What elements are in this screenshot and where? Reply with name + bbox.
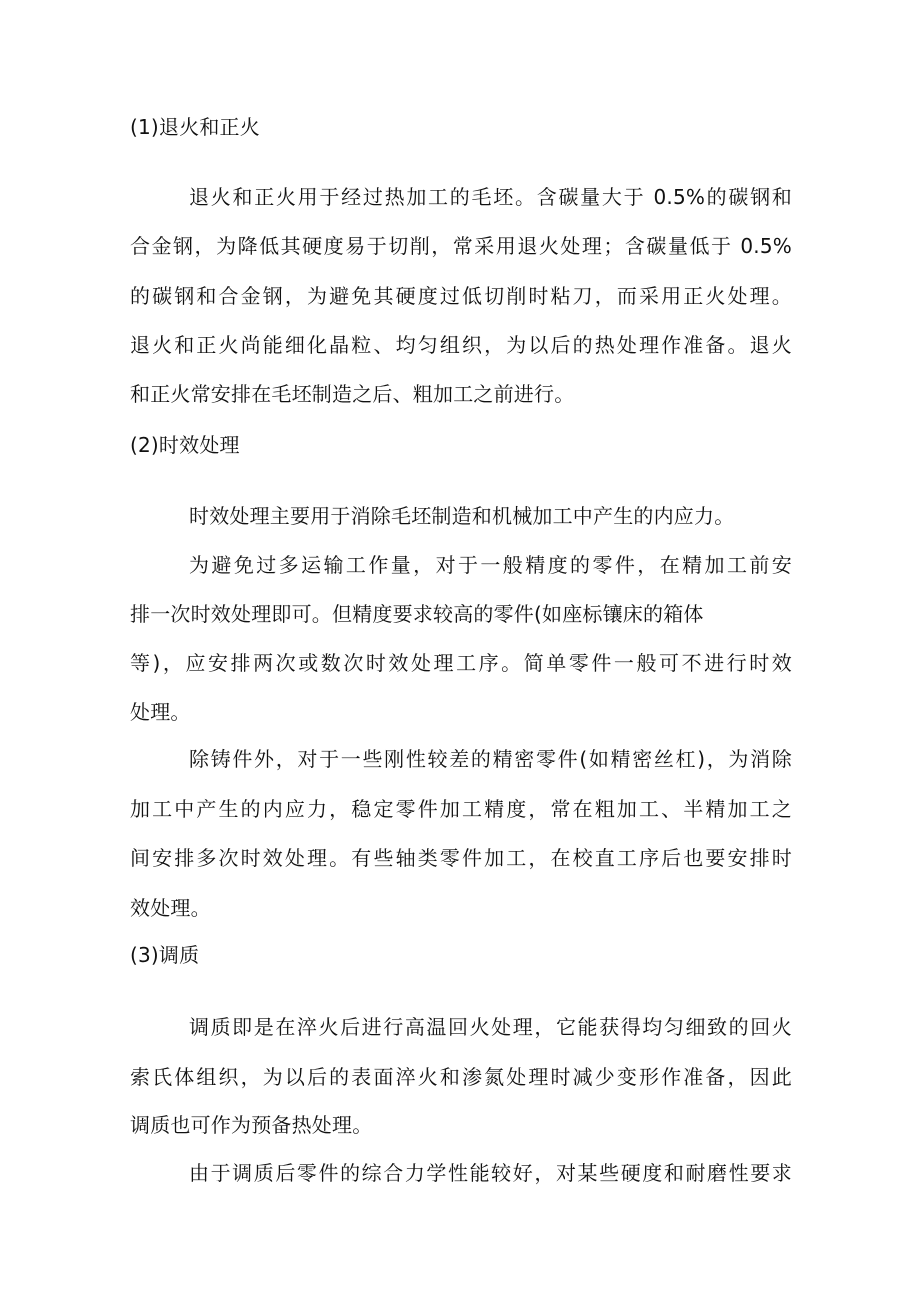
paragraph-line: 间安排多次时效处理。有些轴类零件加工，在校直工序后也要安排时 (130, 846, 792, 870)
paragraph-line: 排一次时效处理即可。但精度要求较高的零件(如座标镶床的箱体 (130, 602, 704, 626)
paragraph-line: 合金钢，为降低其硬度易于切削，常采用退火处理；含碳量低于 0.5% (130, 234, 792, 258)
paragraph-line: 调质也可作为预备热处理。 (130, 1113, 373, 1137)
paragraph-line: 退火和正火用于经过热加工的毛坯。含碳量大于 0.5%的碳钢和 (189, 185, 792, 209)
section-heading-aging: (2)时效处理 (130, 433, 240, 457)
paragraph-line: 调质即是在淬火后进行高温回火处理，它能获得均匀细致的回火 (189, 1015, 792, 1039)
paragraph-line: 索氏体组织，为以后的表面淬火和渗氮处理时减少变形作准备，因此 (130, 1065, 792, 1089)
paragraph-line: 效处理。 (130, 896, 211, 920)
paragraph-line: 处理。 (130, 700, 191, 724)
paragraph-line: 加工中产生的内应力，稳定零件加工精度，常在粗加工、半精加工之 (130, 797, 792, 821)
paragraph-line: 等)，应安排两次或数次时效处理工序。简单零件一般可不进行时效 (130, 651, 792, 675)
paragraph-line: 时效处理主要用于消除毛坯制造和机械加工中产生的内应力。 (189, 504, 735, 528)
paragraph-line: 除铸件外，对于一些刚性较差的精密零件(如精密丝杠)，为消除 (189, 747, 792, 771)
paragraph-line: 的碳钢和合金钢，为避免其硬度过低切削时粘刀，而采用正火处理。 (130, 284, 792, 308)
paragraph-line: 和正火常安排在毛坯制造之后、粗加工之前进行。 (130, 382, 575, 406)
section-heading-annealing: (1)退火和正火 (130, 115, 260, 139)
paragraph-line: 退火和正火尚能细化晶粒、均匀组织，为以后的热处理作准备。退火 (130, 333, 792, 357)
paragraph-line: 为避免过多运输工作量，对于一般精度的零件，在精加工前安 (189, 553, 792, 577)
paragraph-line: 由于调质后零件的综合力学性能较好，对某些硬度和耐磨性要求 (189, 1161, 792, 1185)
section-heading-quench-temper: (3)调质 (130, 943, 200, 967)
